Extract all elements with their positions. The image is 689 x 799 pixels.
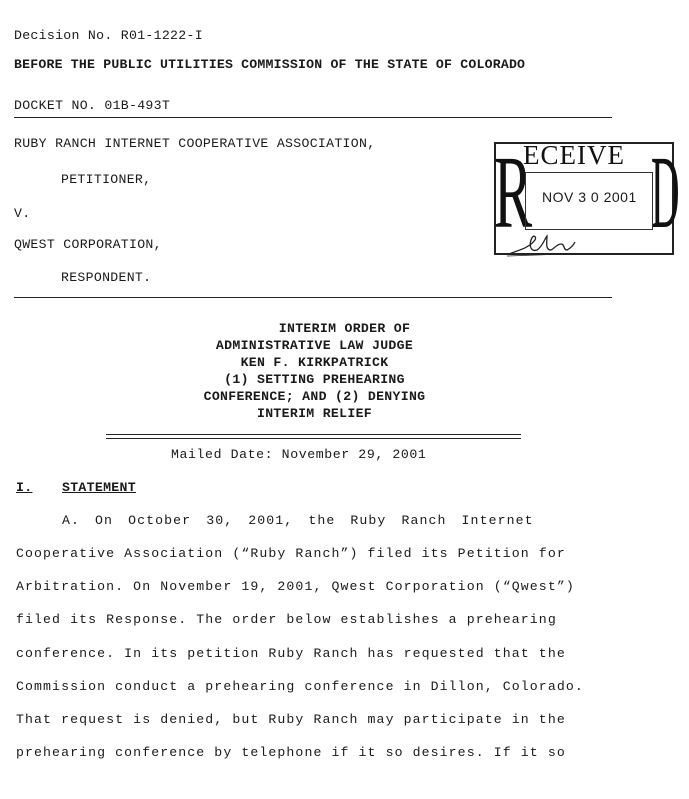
order-title-line: INTERIM RELIEF <box>257 406 372 421</box>
commission-heading: BEFORE THE PUBLIC UTILITIES COMMISSION OF THE STATE OF COLORADO <box>14 57 526 72</box>
decision-number: Decision No. R01-1222-I <box>14 28 203 43</box>
section-title: STATEMENT <box>62 480 136 495</box>
stamp-signature-scribble <box>505 228 585 260</box>
title-divider-top <box>106 434 521 435</box>
order-title-line: ADMINISTRATIVE LAW JUDGE <box>215 338 414 353</box>
body-line: Arbitration. On November 19, 2001, Qwest Corporation (“Qwest”) <box>16 579 575 594</box>
body-line: A. On October 30, 2001, the Ruby Ranch Internet <box>62 513 534 528</box>
stamp-right-letter: D <box>651 135 680 250</box>
respondent-name: QWEST CORPORATION, <box>14 237 162 252</box>
body-line: prehearing conference by telephone if it so desires. If it so <box>16 745 566 760</box>
order-title-line: (1) SETTING PREHEARING <box>224 372 405 387</box>
mailed-date: Mailed Date: November 29, 2001 <box>171 447 427 462</box>
petitioner-name: RUBY RANCH INTERNET COOPERATIVE ASSOCIATION, <box>14 136 376 151</box>
petitioner-role: PETITIONER, <box>61 172 152 187</box>
stamp-received-text: ECEIVE <box>523 140 625 170</box>
body-line: filed its Response. The order below establishes a prehearing <box>16 612 557 627</box>
order-title-line: CONFERENCE; AND (2) DENYING <box>203 389 426 404</box>
section-number: I. <box>16 480 33 495</box>
body-line: Cooperative Association (“Ruby Ranch”) filed its Petition for <box>16 546 566 561</box>
versus-label: V. <box>14 206 31 221</box>
order-title-line: INTERIM ORDER OF <box>278 321 411 336</box>
order-title-line: KEN F. KIRKPATRICK <box>240 355 389 370</box>
docket-number: DOCKET NO. 01B-493T <box>14 98 171 113</box>
caption-divider <box>14 297 612 298</box>
header-divider <box>14 117 612 118</box>
body-line: Commission conduct a prehearing conference in Dillon, Colorado. <box>16 679 584 694</box>
body-line: That request is denied, but Ruby Ranch may participate in the <box>16 712 566 727</box>
respondent-role: RESPONDENT. <box>61 270 152 285</box>
stamp-left-letter: R <box>494 135 533 250</box>
stamp-date: NOV 3 0 2001 <box>542 189 637 205</box>
title-divider-bottom <box>106 438 521 439</box>
body-line: conference. In its petition Ruby Ranch has requested that the <box>16 646 566 661</box>
